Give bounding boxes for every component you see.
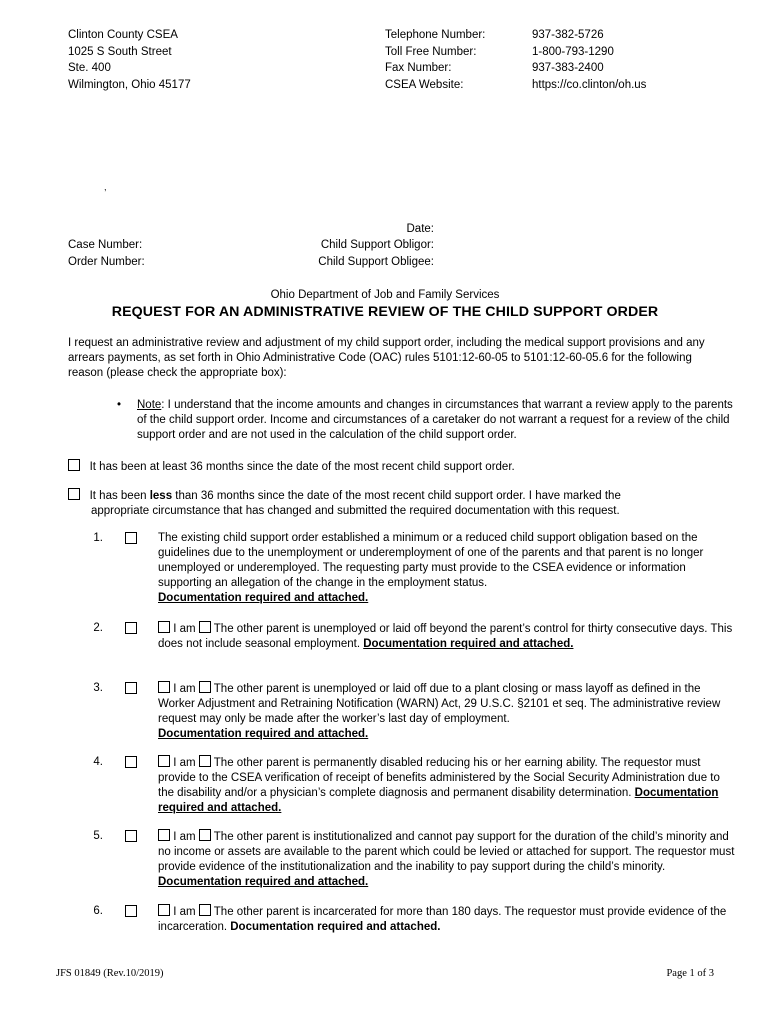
documentation-requirement: Documentation required and attached. xyxy=(158,787,719,814)
i-am-checkbox[interactable] xyxy=(158,904,170,916)
other-parent-checkbox[interactable] xyxy=(199,904,211,916)
i-am-label: I am xyxy=(173,623,196,635)
other-parent-checkbox[interactable] xyxy=(199,755,211,767)
item-description: The other parent is permanently disabled reducing his or her earning ability. The requestor must provide to the CSEA verification of receipt of benefits administered by the Social Security Administration due to the disability and/or a physician’s complete diagnosis and permanent disability determination. xyxy=(158,757,720,799)
option-2-text: It has been xyxy=(89,490,150,502)
website-value: https://co.clinton/oh.us xyxy=(532,78,647,91)
contact-values xyxy=(532,28,742,94)
date-label: Date: xyxy=(406,223,434,235)
item-text xyxy=(158,829,738,890)
note-bullet: • xyxy=(117,399,122,411)
agency-name: Ohio Department of Job and Family Services xyxy=(270,289,500,301)
note-text: : I understand that the income amounts and changes in circumstances that warrant a review apply to the parents of the child support order. Income and circumstances of a caretaker do not warrant a request for a review of the child support order and are not used in the calculation of the child support order. xyxy=(137,399,733,441)
item-3-checkbox[interactable] xyxy=(125,682,137,694)
case-number-label: Case Number: xyxy=(68,239,143,251)
item-number: 4. xyxy=(93,756,103,768)
i-am-label: I am xyxy=(173,831,196,843)
item-5-checkbox[interactable] xyxy=(125,830,137,842)
item-4-checkbox[interactable] xyxy=(125,756,137,768)
option-1-text: It has been at least 36 months since the date of the most recent child support order. xyxy=(89,461,515,473)
option-2-emphasis: less xyxy=(149,490,173,502)
order-number-label: Order Number: xyxy=(68,255,145,268)
documentation-requirement: Documentation required and attached. xyxy=(158,728,369,740)
i-am-checkbox[interactable] xyxy=(158,681,170,693)
item-1-checkbox[interactable] xyxy=(125,532,137,544)
note-label: Note xyxy=(137,399,162,411)
obligor-label: Child Support Obligor: xyxy=(320,239,434,251)
page-number: Page 1 of 3 xyxy=(666,968,714,979)
option-2-text-rest: than 36 months since the date of the most recent child support order. I have marked the xyxy=(172,490,621,502)
item-text xyxy=(158,755,738,816)
toll-free-label: Toll Free Number: xyxy=(385,45,477,58)
other-parent-checkbox[interactable] xyxy=(199,829,211,841)
item-number: 5. xyxy=(93,830,103,842)
contact-labels xyxy=(385,28,525,94)
item-text xyxy=(158,681,738,742)
telephone-value: 937-382-5726 xyxy=(532,29,604,41)
item-6-checkbox[interactable] xyxy=(125,905,137,917)
website-label: CSEA Website: xyxy=(385,78,464,91)
documentation-requirement: Documentation required and attached. xyxy=(158,876,369,888)
agency-address xyxy=(68,28,328,94)
option-less-than-36-months xyxy=(68,488,738,519)
form-id: JFS 01849 (Rev.10/2019) xyxy=(56,968,164,979)
item-description: The existing child support order established a minimum or a reduced child support obligation based on the guidelines due to the unemployment or underemployment of one of the parents and that parent is no longer unemployed or underemployed. The requesting party must provide to the CSEA evidence or information supporting an allegation of the change in the employment status. xyxy=(158,532,704,589)
documentation-requirement: Documentation required and attached. xyxy=(230,921,441,933)
address-line: Ste. 400 xyxy=(68,62,111,75)
item-number: 3. xyxy=(93,682,103,694)
address-line: 1025 S South Street xyxy=(68,45,172,58)
item-text xyxy=(158,621,738,652)
toll-free-value: 1-800-793-1290 xyxy=(532,45,614,58)
intro-paragraph: I request an administrative review and adjustment of my child support order, including the medical support provisions and any arrears payments, as set forth in Ohio Administrative Code (OAC) rules 5101:12-60-05 to 5101:12-60-05.6 for the following reason (please check the appropriate box): xyxy=(68,337,705,379)
page-title: REQUEST FOR AN ADMINISTRATIVE REVIEW OF THE CHILD SUPPORT ORDER xyxy=(111,304,659,320)
item-number: 6. xyxy=(93,905,103,917)
item-description: The other parent is institutionalized and cannot pay support for the duration of the child’s minority and no income or assets are available to the parent which could be levied or attached for support. The requestor must provide evidence of the institutionalization and the inability to pay support during the child’s minority. xyxy=(158,831,735,873)
i-am-checkbox[interactable] xyxy=(158,755,170,767)
stray-mark: , xyxy=(104,182,107,192)
item-2-checkbox[interactable] xyxy=(125,622,137,634)
item-text xyxy=(158,531,738,606)
i-am-label: I am xyxy=(173,757,196,769)
other-parent-checkbox[interactable] xyxy=(199,621,211,633)
option-1-checkbox[interactable] xyxy=(68,459,80,471)
fax-value: 937-383-2400 xyxy=(532,62,604,75)
note-paragraph xyxy=(137,398,737,443)
i-am-label: I am xyxy=(173,683,196,695)
other-parent-checkbox[interactable] xyxy=(199,681,211,693)
telephone-label: Telephone Number: xyxy=(385,29,486,41)
item-text xyxy=(158,904,738,935)
option-2-text-continued: appropriate circumstance that has changed and submitted the required documentation with this request. xyxy=(91,505,620,517)
option-36-months-or-more xyxy=(68,459,738,475)
i-am-checkbox[interactable] xyxy=(158,829,170,841)
fax-label: Fax Number: xyxy=(385,62,452,75)
i-am-checkbox[interactable] xyxy=(158,621,170,633)
documentation-requirement: Documentation required and attached. xyxy=(158,592,369,604)
address-line: Clinton County CSEA xyxy=(68,29,178,41)
documentation-requirement: Documentation required and attached. xyxy=(363,638,574,650)
item-number: 1. xyxy=(93,532,103,544)
item-description: The other parent is unemployed or laid off due to a plant closing or mass layoff as defined in the Worker Adjustment and Retraining Notification (WARN) Act, 29 U.S.C. §2101 et seq. The administrative review request may only be made after the worker’s last day of employment. xyxy=(158,683,721,725)
i-am-label: I am xyxy=(173,906,196,918)
item-number: 2. xyxy=(93,622,103,634)
case-info xyxy=(68,238,145,271)
party-info xyxy=(280,238,434,271)
item-description: The other parent is incarcerated for more than 180 days. The requestor must provide evidence of the incarceration. xyxy=(158,906,727,933)
item-description: The other parent is unemployed or laid off beyond the parent’s control for thirty consecutive days. This does not include seasonal employment. xyxy=(158,623,733,650)
obligee-label: Child Support Obligee: xyxy=(318,255,434,268)
option-2-checkbox[interactable] xyxy=(68,488,80,500)
address-line: Wilmington, Ohio 45177 xyxy=(68,78,191,91)
